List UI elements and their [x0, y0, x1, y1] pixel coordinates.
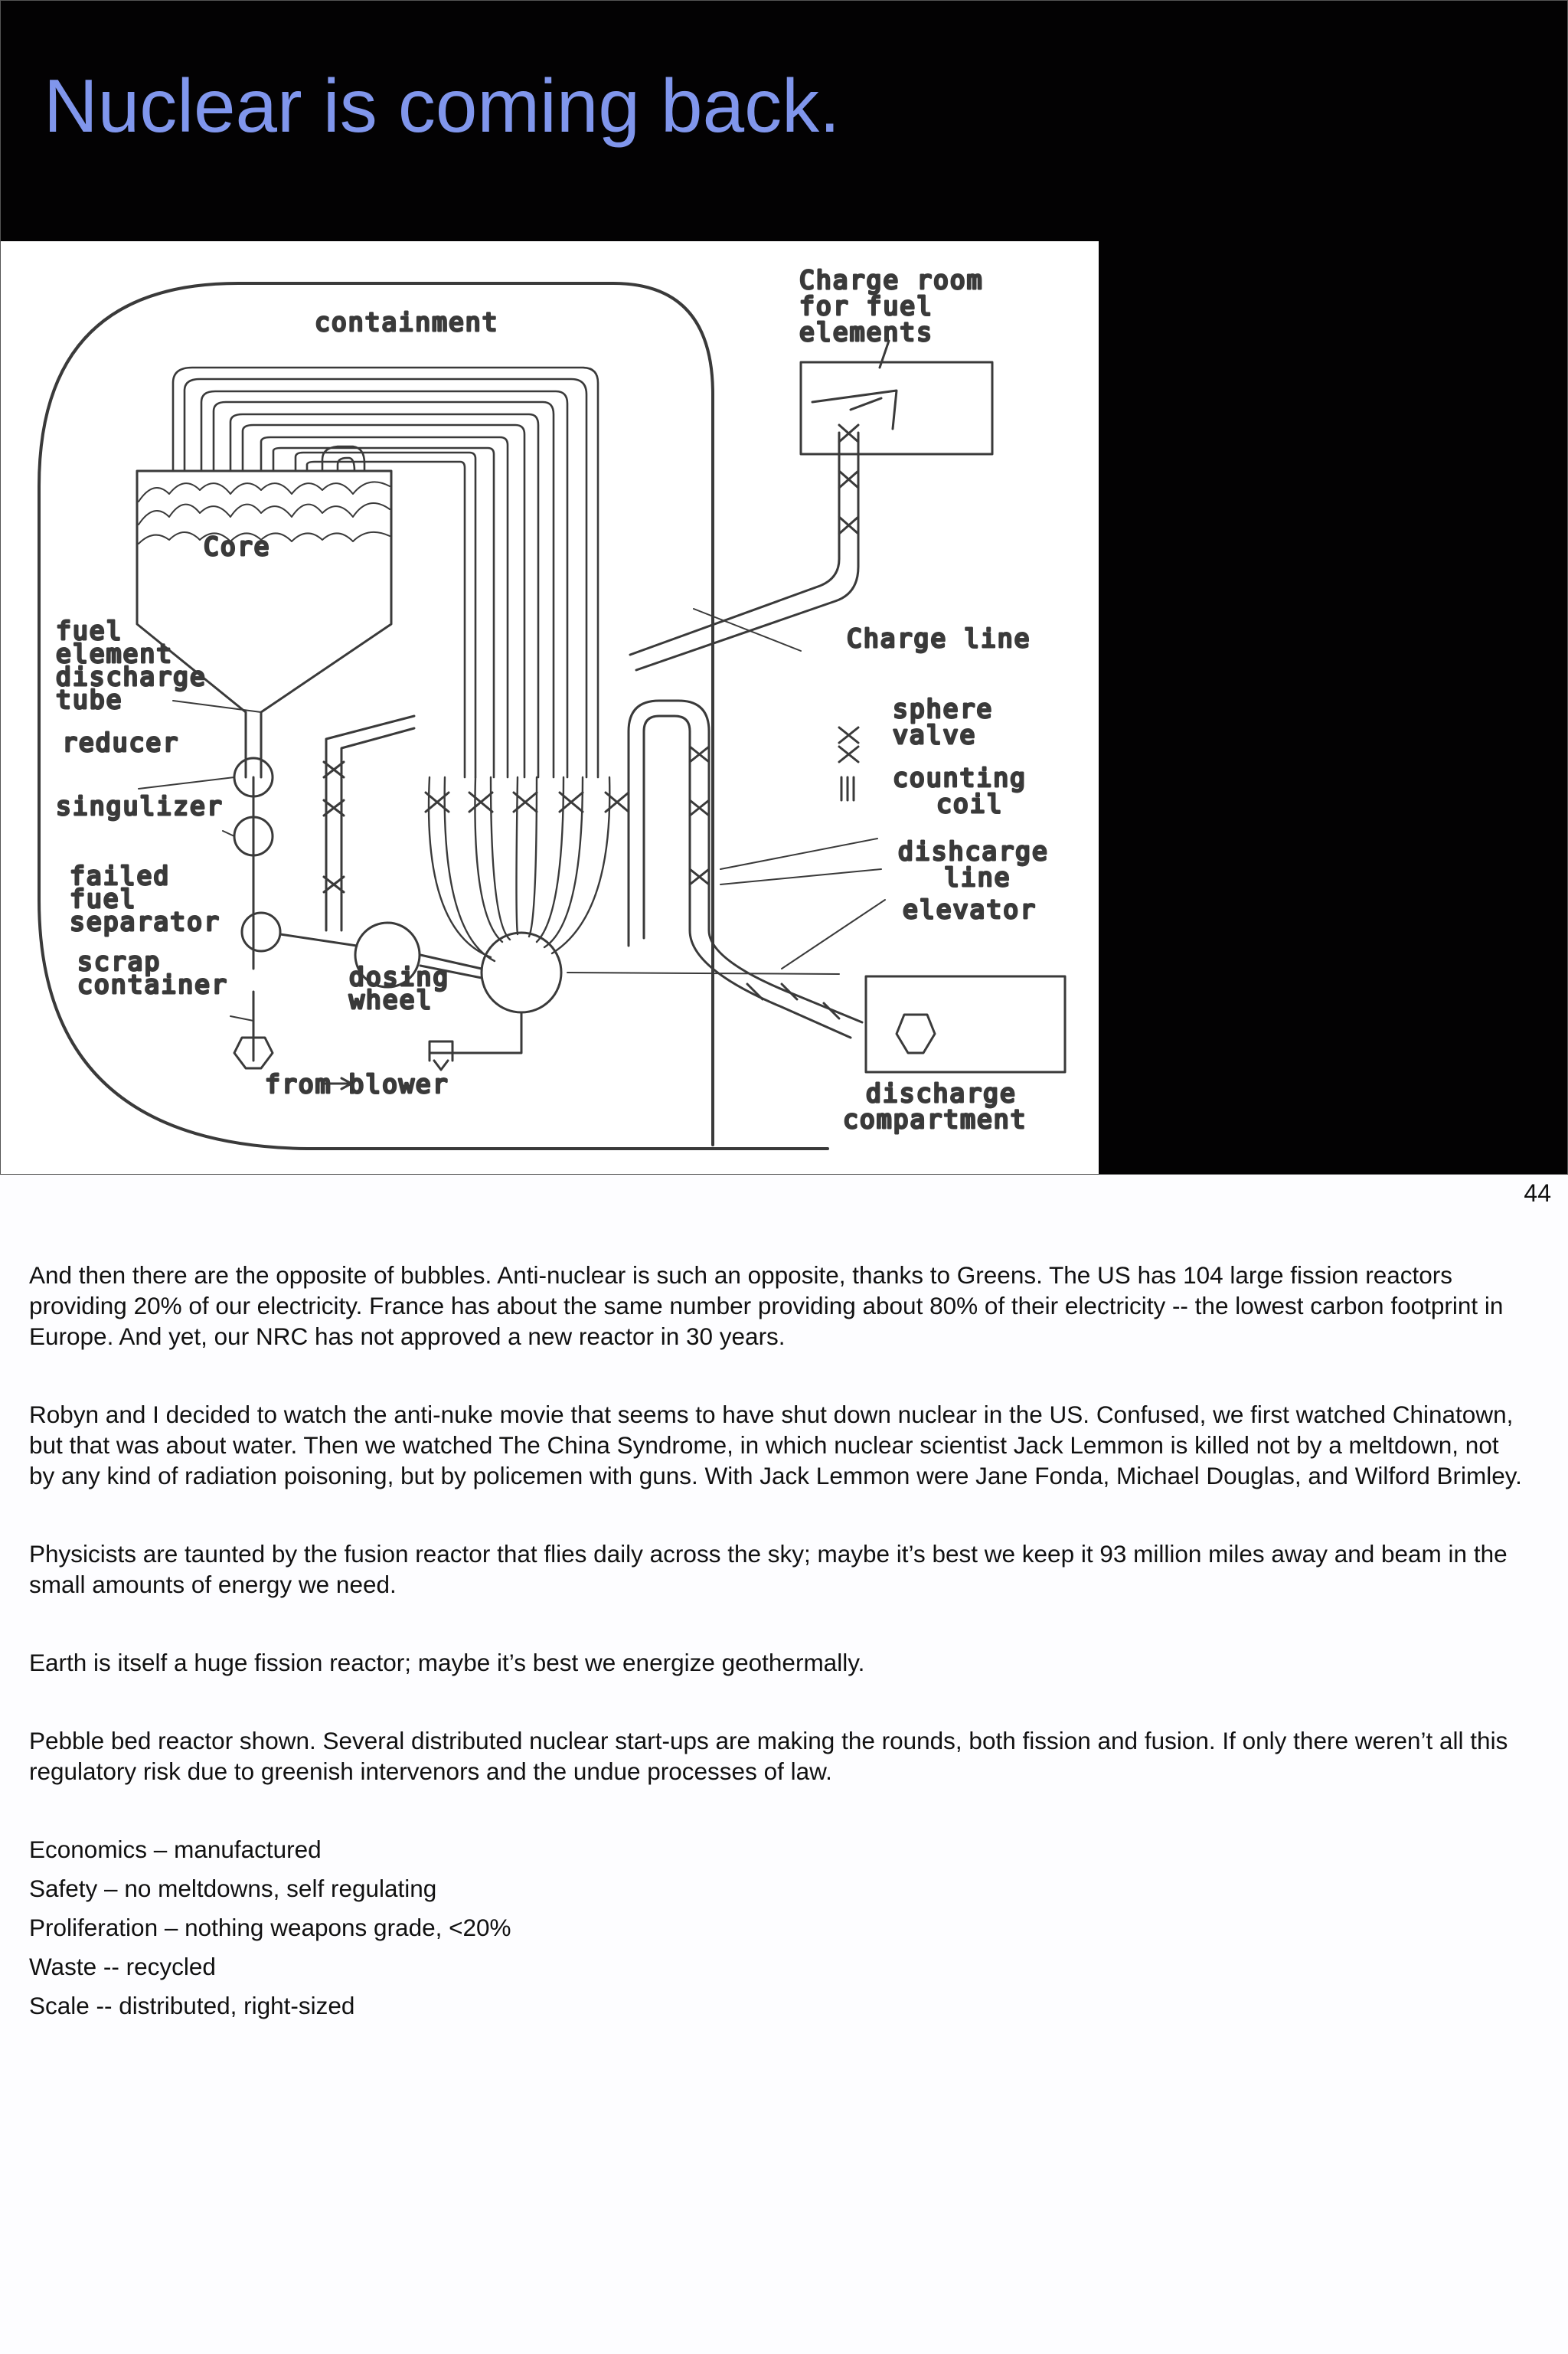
containment-vessel-left — [39, 283, 828, 1149]
label-scrap-2: container — [77, 969, 228, 999]
label-fuel-2: element — [56, 639, 174, 669]
label-containment: containment — [315, 307, 499, 337]
label-failed-3: separator — [70, 907, 220, 937]
discharge-compartment-box — [866, 976, 1065, 1072]
label-fuel-1: fuel — [56, 616, 123, 646]
label-charge-line: Charge line — [847, 623, 1031, 653]
charge-line-pipe-2 — [636, 433, 858, 670]
label-charge-room-2: for fuel — [799, 291, 933, 321]
separator-ball — [242, 913, 280, 951]
leader-lines — [139, 609, 885, 1021]
charge-line-pipe — [630, 433, 839, 655]
label-charge-room-3: elements — [799, 317, 933, 347]
speaker-notes — [29, 1260, 1530, 2029]
label-discharge-2: compartment — [843, 1104, 1027, 1134]
slide — [0, 0, 1568, 1175]
label-reducer: reducer — [62, 727, 180, 757]
label-elevator: elevator — [903, 894, 1037, 924]
charge-valve — [839, 425, 858, 534]
label-failed-2: fuel — [70, 884, 137, 914]
label-charge-room-1: Charge room — [799, 265, 984, 295]
sphere-valve-legend-icon — [839, 727, 858, 762]
blower-symbol — [430, 1041, 452, 1070]
charge-room-inlet — [812, 391, 897, 429]
page-number: 44 — [1524, 1179, 1551, 1207]
slide-title: Nuclear is coming back. — [44, 64, 841, 148]
notes-list-item: Economics – manufactured — [29, 1836, 322, 1863]
return-pipe — [326, 716, 414, 930]
counting-coil-legend-icon — [841, 777, 854, 800]
discharge-drum — [897, 1015, 935, 1053]
top-pipes — [173, 368, 598, 777]
label-counting-2: coil — [936, 789, 1004, 819]
label-sphere-2: valve — [893, 720, 977, 750]
notes-list-item: Proliferation – nothing weapons grade, <20% — [29, 1914, 511, 1941]
label-fuel-3: discharge — [56, 662, 207, 691]
notes-list-item: Scale -- distributed, right-sized — [29, 1992, 355, 2019]
notes-paragraph: Pebble bed reactor shown. Several distributed nuclear start-ups are making the rounds, both fission and fusion. If only there weren’t all this regulatory risk due to greenish intervenors and the undue processes of law. — [29, 1727, 1508, 1785]
label-scrap-1: scrap — [77, 947, 162, 976]
collector-valves — [426, 793, 629, 812]
label-dishcarge-1: dishcarge — [898, 836, 1049, 866]
charge-room-box — [801, 362, 992, 454]
reactor-schematic — [1, 241, 1099, 1174]
notes-paragraph: Physicists are taunted by the fusion reactor that flies daily across the sky; maybe it’s best we keep it 93 million miles away and beam in the small amounts of energy we need. — [29, 1540, 1508, 1598]
notes-paragraph: And then there are the opposite of bubbles. Anti-nuclear is such an opposite, thanks to Greens. The US has 104 large fission reactors providing 20% of our electricity. France has about the same number providing about 80% of their electricity -- the lowest carbon footprint in Europe. And yet, our NRC has not approved a new reactor in 30 years. — [29, 1261, 1504, 1350]
pebble-bed-reactor-diagram — [1, 241, 1099, 1174]
label-core: Core — [204, 531, 271, 561]
label-sphere-1: sphere — [893, 694, 994, 724]
label-dosing-1: dosing — [349, 962, 450, 992]
label-counting-1: counting — [893, 763, 1027, 793]
discharge-elevator — [629, 701, 862, 1038]
notes-paragraph: Robyn and I decided to watch the anti-nuke movie that seems to have shut down nuclear in the US. Confused, we first watched Chinatown, but that was about water. Then we watched The China Syndrome, in which nuclear scientist Jack Lemmon is killed not by a meltdown, not by any kind of radiation poisoning, but by policemen with guns. With Jack Lemmon were Jane Fonda, Michael Douglas, and Wilford Brimley. — [29, 1401, 1522, 1489]
label-fuel-4: tube — [56, 685, 123, 714]
notes-list-item: Waste -- recycled — [29, 1953, 216, 1980]
notes-list-item: Safety – no meltdowns, self regulating — [29, 1875, 437, 1902]
notes-list — [29, 1834, 1530, 2021]
label-failed-1: failed — [70, 861, 171, 891]
label-discharge-1: discharge — [866, 1078, 1017, 1108]
label-dosing-2: wheel — [349, 985, 433, 1015]
label-from-blower: from blower — [265, 1069, 449, 1099]
label-dishcarge-2: line — [944, 862, 1011, 892]
label-singulizer: singulizer — [56, 791, 224, 821]
notes-paragraph: Earth is itself a huge fission reactor; maybe it’s best we energize geothermally. — [29, 1649, 865, 1676]
